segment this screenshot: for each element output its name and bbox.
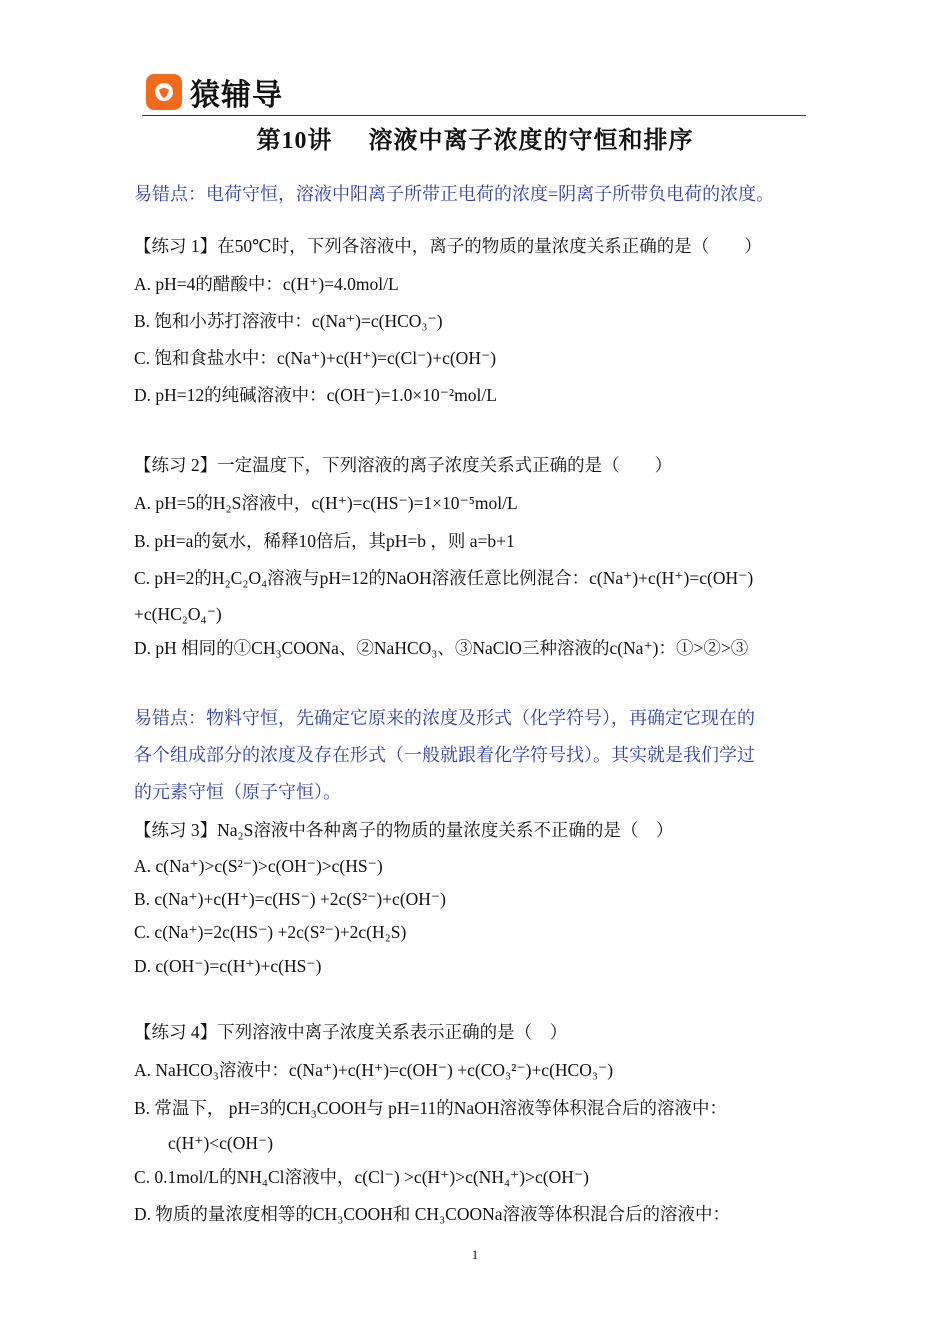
lecture-title: 溶液中离子浓度的守恒和排序 — [368, 128, 694, 154]
tip-2-line-3: 的元素守恒（原子守恒）。 — [134, 782, 341, 802]
exercise-4-option-c: C. 0.1mol/L的NH₄Cl溶液中，c(Cl⁻) >c(H⁺)>c(NH₄⁺)>c(OH⁻) — [134, 1167, 589, 1187]
exercise-2-option-d: D. pH 相同的①CH₃COONa、②NaHCO₃、③NaClO三种溶液的c(Na⁺)：①>②>③ — [134, 638, 749, 658]
exercise-2-option-a: A. pH=5的H₂S溶液中，c(H⁺)=c(HS⁻)=1×10⁻⁵mol/L — [134, 493, 518, 513]
logo-text: 猿辅导 — [190, 78, 283, 113]
exercise-2-option-c-cont: +c(HC₂O₄⁻) — [134, 604, 222, 624]
tip-2-line-2: 各个组成部分的浓度及存在形式（一般就跟着化学符号找）。其实就是我们学过 — [134, 745, 755, 765]
exercise-2-stem: 【练习 2】一定温度下，下列溶液的离子浓度关系式正确的是（ ） — [134, 455, 673, 475]
exercise-1-stem: 【练习 1】在50℃时，下列各溶液中，离子的物质的量浓度关系正确的是（ ） — [134, 236, 762, 256]
tip-2-line-1: 易错点：物料守恒，先确定它原来的浓度及形式（化学符号），再确定它现在的 — [134, 708, 755, 728]
exercise-3-option-b: B. c(Na⁺)+c(H⁺)=c(HS⁻) +2c(S²⁻)+c(OH⁻) — [134, 889, 446, 909]
exercise-4-option-b-cont: c(H⁺)<c(OH⁻) — [168, 1133, 274, 1153]
exercise-1-option-b: B. 饱和小苏打溶液中：c(Na⁺)=c(HCO₃⁻) — [134, 311, 443, 331]
header-divider — [142, 115, 806, 116]
exercise-4-stem: 【练习 4】下列溶液中离子浓度关系表示正确的是（ ） — [134, 1022, 568, 1042]
exercise-1-option-c: C. 饱和食盐水中：c(Na⁺)+c(H⁺)=c(Cl⁻)+c(OH⁻) — [134, 348, 497, 368]
exercise-4-option-a: A. NaHCO₃溶液中：c(Na⁺)+c(H⁺)=c(OH⁻) +c(CO₃²⁻)+c(HCO₃⁻) — [134, 1060, 614, 1080]
exercise-3-stem: 【练习 3】Na₂S溶液中各种离子的物质的量浓度关系不正确的是（ ） — [134, 820, 674, 840]
exercise-3-option-d: D. c(OH⁻)=c(H⁺)+c(HS⁻) — [134, 956, 322, 976]
lecture-number: 第10讲 — [256, 128, 333, 154]
tip-1: 易错点：电荷守恒，溶液中阳离子所带正电荷的浓度=阴离子所带负电荷的浓度。 — [134, 184, 775, 204]
exercise-3-option-a: A. c(Na⁺)>c(S²⁻)>c(OH⁻)>c(HS⁻) — [134, 856, 383, 876]
brand-logo — [146, 72, 283, 112]
yuanfudao-logo-icon — [146, 74, 182, 110]
exercise-2-option-c: C. pH=2的H₂C₂O₄溶液与pH=12的NaOH溶液任意比例混合：c(Na⁺)+c(H⁺)=c(OH⁻) — [134, 568, 754, 588]
exercise-3-option-c: C. c(Na⁺)=2c(HS⁻) +2c(S²⁻)+2c(H₂S) — [134, 922, 407, 942]
exercise-2-option-b: B. pH=a的氨水，稀释10倍后，其pH=b ，则 a=b+1 — [134, 531, 515, 551]
page-number: 1 — [471, 1247, 479, 1262]
exercise-1-option-a: A. pH=4的醋酸中：c(H⁺)=4.0mol/L — [134, 274, 399, 294]
exercise-4-option-d: D. 物质的量浓度相等的CH₃COOH和 CH₃COONa溶液等体积混合后的溶液中： — [134, 1204, 731, 1224]
page-title — [0, 120, 950, 155]
exercise-1-option-d: D. pH=12的纯碱溶液中：c(OH⁻)=1.0×10⁻²mol/L — [134, 385, 497, 405]
exercise-4-option-b: B. 常温下， pH=3的CH₃COOH与 pH=11的NaOH溶液等体积混合后的溶液中： — [134, 1098, 727, 1118]
